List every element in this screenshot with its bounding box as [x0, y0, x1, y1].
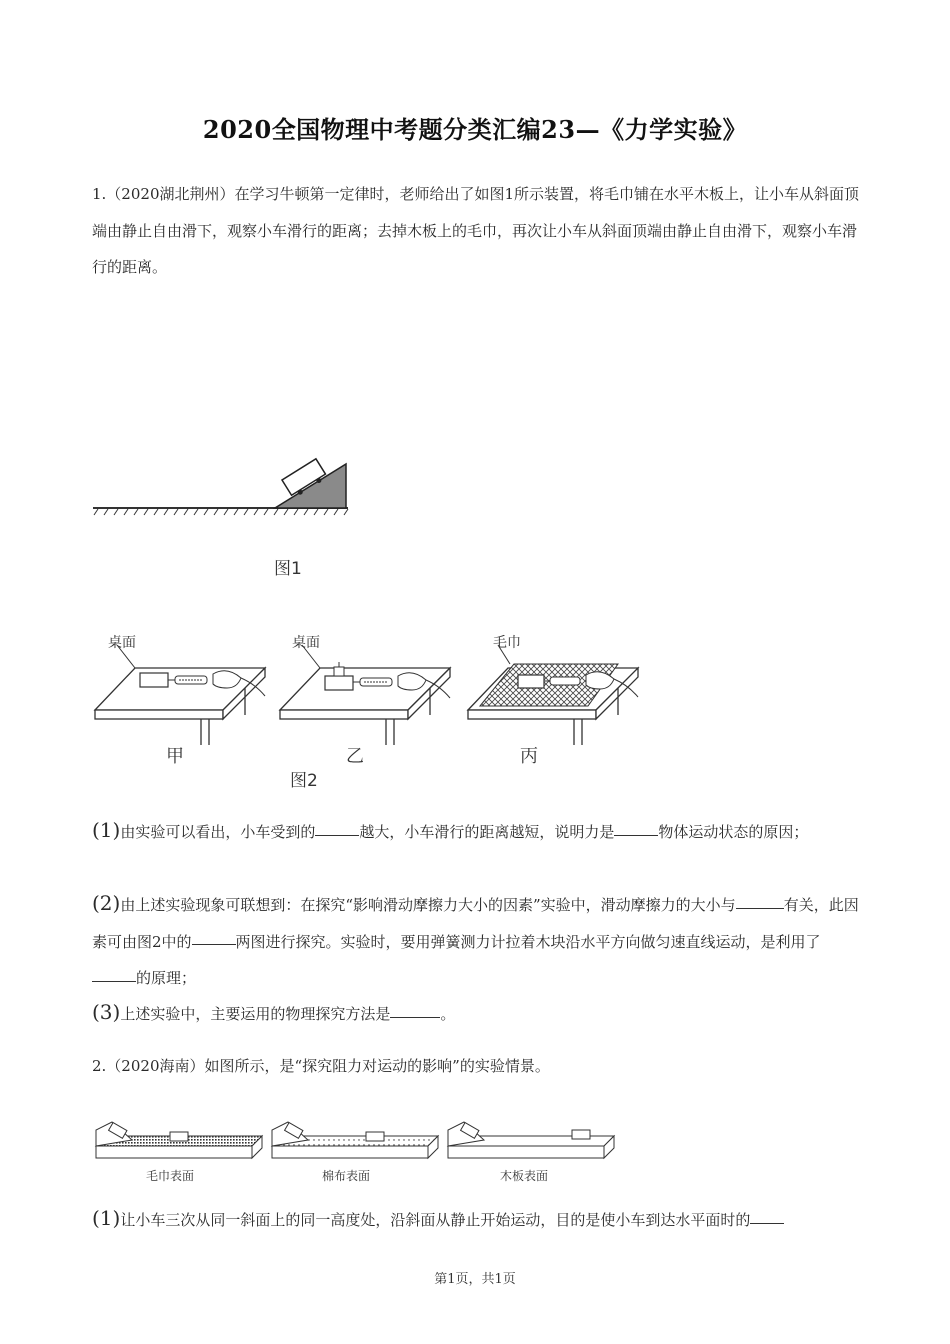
page-footer: 第1页，共1页 [434, 1272, 516, 1287]
q2-sub1-number: (1) [92, 1206, 121, 1230]
q1-intro [92, 176, 862, 286]
figure-1-caption: 图1 [274, 559, 302, 579]
q1-sub2-text-c: 两图进行探究。实验时，要用弹簧测力计拉着木块沿水平方向做匀速直线运动，是利用了 [235, 932, 821, 951]
answer-blank[interactable] [614, 834, 658, 836]
q1-sub2-text-a: 由上述实验现象可联想到：在探究“影响滑动摩擦力大小的因素”实验中，滑动摩擦力的大小与 [120, 896, 736, 914]
q1-sub1-number: (1) [92, 818, 121, 842]
figure-1-incline [90, 455, 360, 525]
fig2-label-jia: 桌面 [108, 635, 136, 651]
fig2-sub-yi: 乙 [346, 746, 364, 767]
q1-sub3-text-a: 上述实验中，主要运用的物理探究方法是 [120, 1005, 391, 1023]
answer-blank[interactable] [736, 907, 772, 909]
surface-label-wood: 木板表面 [500, 1169, 549, 1183]
q1-sub2 [92, 885, 862, 997]
figure-2-caption: 图2 [290, 771, 318, 791]
q1-sub1-text-c: 物体运动状态的原因； [658, 823, 809, 841]
q1-sub3-number: (3) [92, 1000, 121, 1024]
q1-sub3 [92, 994, 862, 1033]
q1-sub1-text-a: 由实验可以看出，小车受到的 [120, 823, 316, 841]
fig2-label-yi: 桌面 [292, 635, 320, 651]
q1-intro-text: 1.（2020湖北荆州）在学习牛顿第一定律时，老师给出了如图1所示装置，将毛巾铺在水平木板上，让小车从斜面顶端由静止自由滑下，观察小车滑行的距离；去掉木板上的毛巾，再次让小车从斜面顶端由静止自由滑下，观察小车滑行的距离。 [92, 185, 860, 276]
q1-sub1 [92, 812, 862, 851]
answer-blank[interactable] [315, 834, 359, 836]
answer-blank[interactable] [390, 1016, 440, 1018]
answer-blank[interactable] [750, 1222, 784, 1224]
q2-sub1-text-a: 让小车三次从同一斜面上的同一高度处，沿斜面从静止开始运动，目的是使小车到达水平面时的 [120, 1211, 751, 1229]
fig2-label-bing: 毛巾 [493, 635, 521, 651]
q1-sub1-text-b: 越大，小车滑行的距离越短，说明力是 [359, 823, 615, 841]
q1-sub2-text-b: 有关，此因素可由图2中的 [92, 896, 859, 951]
fig2-sub-bing: 丙 [520, 746, 538, 767]
surface-label-towel: 毛巾表面 [146, 1169, 195, 1183]
q1-sub3-text-b: 。 [440, 1005, 456, 1023]
q1-sub2-text-d: 的原理； [136, 969, 197, 987]
figure-q2-surfaces [92, 1118, 622, 1168]
fig2-sub-jia: 甲 [166, 746, 184, 767]
q2-sub1 [92, 1200, 862, 1239]
answer-blank[interactable] [772, 907, 784, 909]
q2-intro-text: 2.（2020海南）如图所示，是“探究阻力对运动的影响”的实验情景。 [92, 1057, 550, 1075]
surface-label-cotton: 棉布表面 [322, 1169, 371, 1183]
page-title: 2020全国物理中考题分类汇编23—《力学实验》 [202, 115, 748, 144]
answer-blank[interactable] [192, 943, 236, 945]
q2-intro [92, 1048, 862, 1085]
answer-blank[interactable] [92, 980, 136, 982]
q1-sub2-number: (2) [92, 891, 121, 915]
